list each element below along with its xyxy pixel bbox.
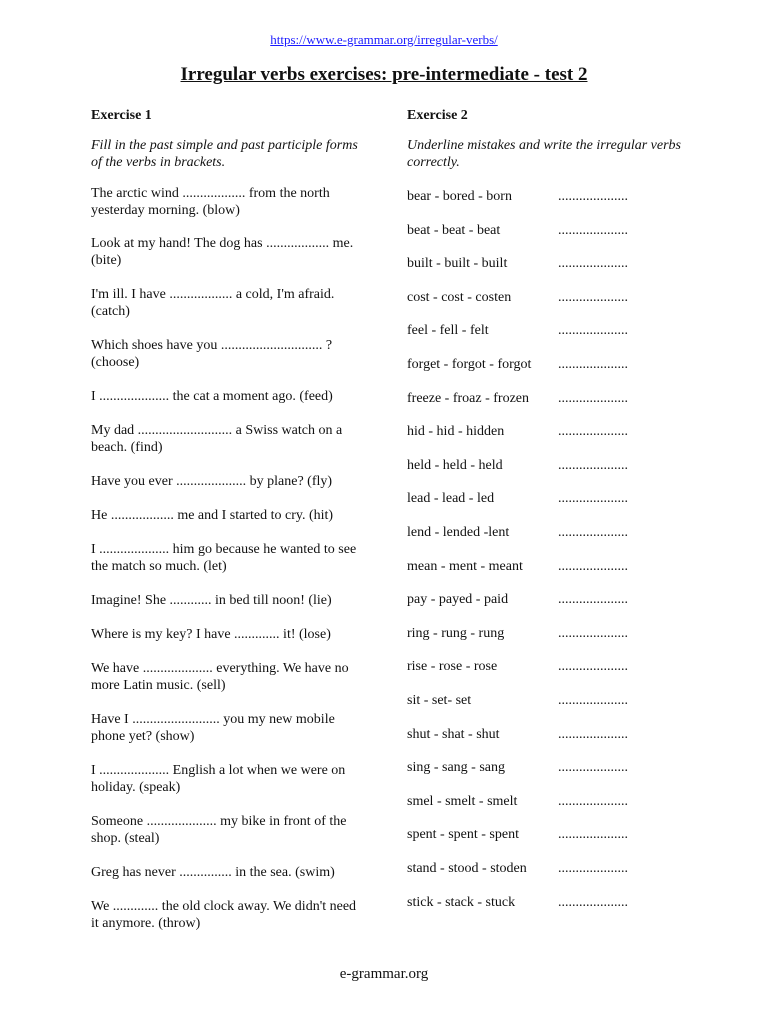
answer-blank: .................... <box>558 592 628 608</box>
answer-blank: .................... <box>558 659 628 675</box>
answer-blank: .................... <box>558 189 628 204</box>
verb-row <box>407 490 707 507</box>
verb-row <box>407 726 707 743</box>
answer-blank: .................... <box>558 457 628 473</box>
verb-forms: freeze - froaz - frozen <box>407 390 530 406</box>
verb-forms: smel - smelt - smelt <box>407 793 518 809</box>
verb-forms: lead - lead - led <box>407 491 495 507</box>
answer-blank: .................... <box>558 424 628 440</box>
verb-forms: stick - stack - stuck <box>407 894 516 910</box>
verb-forms: ring - rung - rung <box>407 625 505 641</box>
verb-forms: sit - set- set <box>407 693 472 708</box>
answer-blank: .................... <box>558 289 628 305</box>
question-item: Look at my hand! The dog has .................. me. (bite) <box>91 236 354 268</box>
verb-row <box>407 860 707 877</box>
verb-row <box>407 255 707 272</box>
question-item: I'm ill. I have .................. a cold, I'm afraid. (catch) <box>91 287 335 319</box>
question-item: I .................... him go because he wanted to see the match so much. (let) <box>91 542 357 574</box>
verb-row <box>407 524 707 541</box>
verb-row <box>407 289 707 306</box>
verb-row <box>407 625 707 642</box>
verb-forms: cost - cost - costen <box>407 289 512 305</box>
verb-forms: lend - lended -lent <box>407 525 510 540</box>
question-item: Imagine! She ............ in bed till noon! (lie) <box>91 593 332 608</box>
page-title: Irregular verbs exercises: pre-intermediate - test 2 <box>180 64 588 85</box>
verb-forms: feel - fell - felt <box>407 323 489 339</box>
verb-row <box>407 457 707 474</box>
answer-blank: .................... <box>558 491 628 507</box>
verb-forms: stand - stood - stoden <box>407 861 527 876</box>
verb-forms: beat - beat - beat <box>407 222 501 238</box>
answer-blank: .................... <box>558 861 628 876</box>
verb-forms: forget - forgot - forgot <box>407 357 532 372</box>
verb-forms: hid - hid - hidden <box>407 424 505 440</box>
verb-row <box>407 759 707 776</box>
question-item: My dad ........................... a Swiss watch on a beach. (find) <box>91 423 343 455</box>
answer-blank: .................... <box>558 625 628 641</box>
answer-blank: .................... <box>558 525 628 540</box>
verb-row <box>407 222 707 239</box>
exercise-1-heading: Exercise 1 <box>91 108 152 123</box>
question-item: We have .................... everything. We have no more Latin music. (sell) <box>91 661 349 693</box>
verb-row <box>407 826 707 843</box>
verb-row <box>407 591 707 608</box>
verb-row <box>407 390 707 407</box>
source-url-link[interactable]: https://www.e-grammar.org/irregular-verbs/ <box>270 32 498 47</box>
answer-blank: .................... <box>558 793 628 809</box>
question-item: He .................. me and I started to cry. (hit) <box>91 508 334 523</box>
question-item: We ............. the old clock away. We didn't need it anymore. (throw) <box>91 899 357 931</box>
question-item: Where is my key? I have ............. it! (lose) <box>91 627 331 642</box>
exercise-1-instruction: Fill in the past simple and past participle forms of the verbs in brackets. <box>91 138 358 170</box>
verb-row <box>407 558 707 575</box>
answer-blank: .................... <box>558 256 628 272</box>
verb-row <box>407 793 707 810</box>
exercise-1-question-list <box>91 185 366 932</box>
verb-row <box>407 894 707 911</box>
question-item: Someone .................... my bike in front of the shop. (steal) <box>91 814 347 846</box>
answer-blank: .................... <box>558 222 628 238</box>
question-item: Have you ever .................... by plane? (fly) <box>91 474 333 489</box>
verb-forms: held - held - held <box>407 457 503 473</box>
verb-row <box>407 692 707 709</box>
verb-forms: spent - spent - spent <box>407 827 519 843</box>
question-item: I .................... the cat a moment ago. (feed) <box>91 389 333 404</box>
exercise-1-column <box>91 107 366 932</box>
question-item: Have I ......................... you my new mobile phone yet? (show) <box>91 712 335 744</box>
verb-row <box>407 322 707 339</box>
answer-blank: .................... <box>558 390 628 406</box>
answer-blank: .................... <box>558 693 628 708</box>
question-item: Greg has never ............... in the sea. (swim) <box>91 865 335 880</box>
verb-forms: rise - rose - rose <box>407 659 498 675</box>
answer-blank: .................... <box>558 827 628 843</box>
question-item: I .................... English a lot when we were on holiday. (speak) <box>91 763 346 795</box>
exercise-2-instruction: Underline mistakes and write the irregular verbs correctly. <box>407 138 682 170</box>
answer-blank: .................... <box>558 760 628 776</box>
verb-forms: pay - payed - paid <box>407 592 509 608</box>
verb-row <box>407 356 707 373</box>
verb-forms: mean - ment - meant <box>407 558 523 574</box>
verb-forms: bear - bored - born <box>407 189 512 204</box>
question-item: The arctic wind .................. from the north yesterday morning. (blow) <box>91 186 330 218</box>
exercise-2-heading: Exercise 2 <box>407 108 468 123</box>
answer-blank: .................... <box>558 357 628 372</box>
exercise-2-column <box>407 107 707 185</box>
answer-blank: .................... <box>558 558 628 574</box>
verb-row <box>407 423 707 440</box>
answer-blank: .................... <box>558 894 628 910</box>
verb-forms: built - built - built <box>407 256 508 272</box>
answer-blank: .................... <box>558 726 628 742</box>
question-item: Which shoes have you ............................. ? (choose) <box>91 338 333 370</box>
verb-forms: shut - shat - shut <box>407 726 500 742</box>
footer-site-name: e-grammar.org <box>339 966 429 982</box>
verb-row <box>407 658 707 675</box>
verb-forms: sing - sang - sang <box>407 760 505 776</box>
answer-blank: .................... <box>558 323 628 339</box>
verb-row <box>407 188 707 205</box>
